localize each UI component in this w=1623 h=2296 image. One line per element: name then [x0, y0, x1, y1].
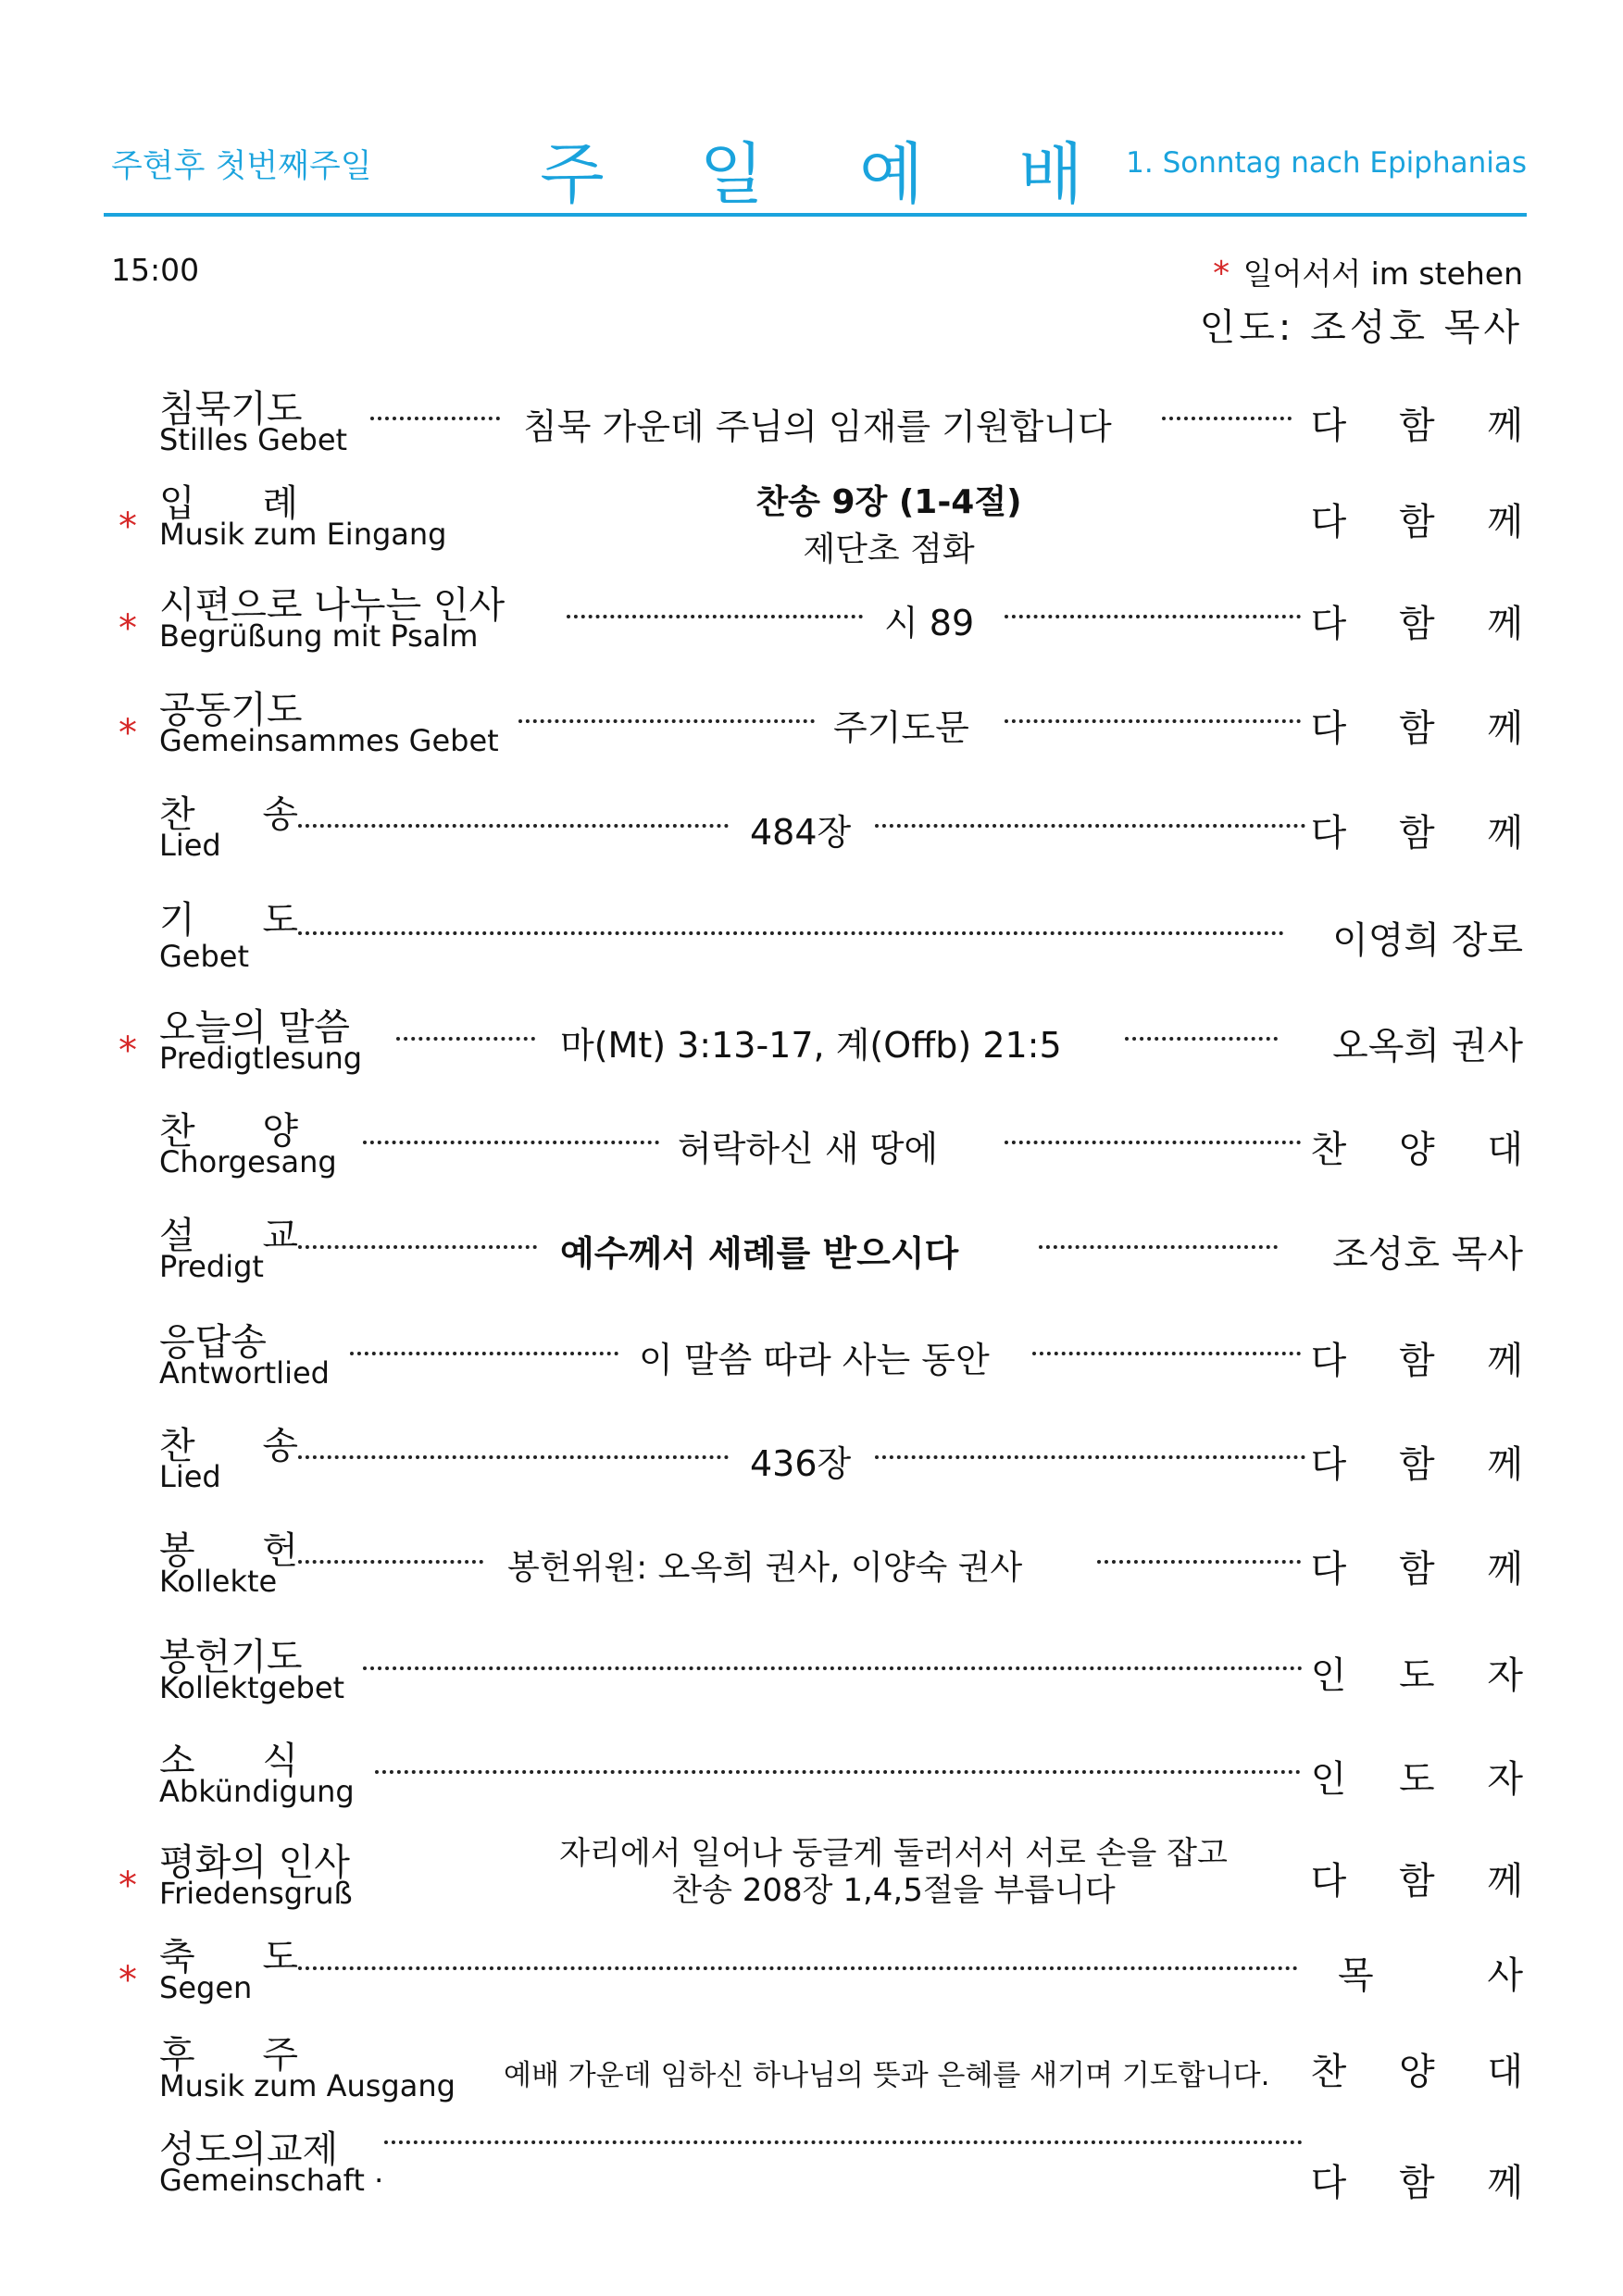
item-title-ko: 응답송: [159, 1321, 267, 1364]
item-title-ko: 축 도: [159, 1936, 326, 1978]
stand-star: *: [119, 1865, 137, 1907]
dot-leader: [1097, 1560, 1301, 1564]
item-person: 다 함 께: [1310, 1340, 1543, 1382]
stand-note-text: 일어서서 im stehen: [1242, 256, 1523, 292]
stand-star: *: [119, 607, 137, 650]
item-middle-block: [481, 1835, 1305, 1909]
service-leader: 인도: 조성호 목사: [1199, 306, 1523, 349]
item-title-ko: 오늘의 말씀: [159, 1006, 350, 1049]
item-middle: 예수께서 세례를 받으시다: [560, 1233, 959, 1274]
dot-leader: [875, 824, 1305, 828]
item-middle-line2: 찬송 208장 1,4,5절을 부릅니다: [671, 1872, 1116, 1909]
order-item-hymn-2: [0, 1416, 1623, 1518]
item-title-ko: 찬 양: [159, 1110, 326, 1153]
order-item-hymn-1: [0, 785, 1623, 887]
item-middle: 봉헌위원: 오옥희 권사, 이양숙 권사: [507, 1549, 1023, 1587]
item-person: 인 도 자: [1310, 1654, 1543, 1697]
item-title-de: Segen: [159, 1970, 253, 2005]
order-item-psalm-greeting: [0, 576, 1623, 678]
order-item-peace-greeting: [0, 1833, 1623, 1935]
item-title-de: Kollekte: [159, 1564, 278, 1599]
item-person: 조성호 목사: [1332, 1233, 1523, 1276]
stand-star: *: [119, 712, 137, 755]
item-title-de: Gemeinschaft ·: [159, 2163, 384, 2198]
stand-star: *: [1213, 255, 1230, 293]
order-item-entrance: [0, 474, 1623, 576]
item-title-de: Lied: [159, 828, 221, 863]
dot-leader: [1162, 417, 1292, 420]
item-title-de: Abkündigung: [159, 1774, 355, 1809]
item-person: 다 함 께: [1310, 501, 1543, 543]
item-title-ko: 성도의교제: [159, 2128, 339, 2171]
dot-leader: [298, 1966, 1298, 1970]
dot-leader: [1005, 615, 1301, 618]
item-middle-block: [704, 476, 1074, 570]
item-title-de: Chorgesang: [159, 1144, 337, 1179]
dot-leader: [1039, 1245, 1278, 1249]
stand-star: *: [119, 1029, 137, 1072]
item-title-de: Antwortlied: [159, 1355, 330, 1391]
dot-leader: [298, 824, 729, 828]
item-person: 다 함 께: [1310, 707, 1543, 750]
item-middle: 시 89: [884, 603, 975, 643]
item-title-ko: 공동기도: [159, 689, 303, 731]
header-right: 1. Sonntag nach Epiphanias: [1126, 146, 1527, 180]
order-item-reading: [0, 998, 1623, 1100]
item-title-de: Predigtlesung: [159, 1041, 363, 1076]
order-item-announcements: [0, 1731, 1623, 1833]
stand-note: [1213, 250, 1523, 293]
dot-leader: [298, 1455, 729, 1459]
order-item-fellowship: [0, 2120, 1623, 2222]
item-title-de: Stilles Gebet: [159, 422, 348, 457]
item-title-ko: 침묵기도: [159, 388, 303, 430]
item-person: 다 함 께: [1310, 603, 1543, 645]
item-person: 인 도 자: [1310, 1758, 1543, 1801]
item-middle: 484장: [750, 812, 852, 853]
order-item-prayer: [0, 891, 1623, 992]
item-middle-line2: 제단초 점화: [803, 530, 975, 568]
item-person: 오옥희 권사: [1332, 1025, 1523, 1067]
item-middle: 마(Mt) 3:13-17, 계(Offb) 21:5: [560, 1025, 1062, 1066]
header-left: 주현후 첫번째주일: [111, 148, 372, 185]
item-title-ko: 평화의 인사: [159, 1841, 350, 1884]
order-item-sermon: [0, 1206, 1623, 1308]
item-title-de: Gemeinsammes Gebet: [159, 723, 499, 758]
item-title-ko: 기 도: [159, 899, 326, 942]
dot-leader: [363, 1666, 1303, 1670]
item-middle: 침묵 가운데 주님의 임재를 기원합니다: [523, 406, 1112, 447]
item-title-de: Musik zum Eingang: [159, 517, 447, 552]
order-item-offering-prayer: [0, 1628, 1623, 1729]
item-title-ko: 설 교: [159, 1215, 326, 1257]
page-title: 주 일 예 배: [540, 135, 1120, 213]
item-person: 이영희 장로: [1332, 919, 1523, 962]
dot-leader: [1005, 719, 1301, 723]
order-item-benediction: [0, 1928, 1623, 2029]
item-person: 다 함 께: [1310, 1548, 1543, 1591]
dot-leader: [1032, 1352, 1301, 1355]
order-item-response: [0, 1313, 1623, 1415]
order-item-choir: [0, 1102, 1623, 1204]
item-person: 다 함 께: [1310, 812, 1543, 855]
dot-leader: [298, 931, 1284, 935]
item-title-ko: 후 주: [159, 2034, 326, 2077]
dot-leader: [1125, 1037, 1278, 1041]
dot-leader: [567, 615, 863, 618]
order-item-silent-prayer: [0, 380, 1623, 481]
item-middle-line1: 찬송 9장 (1-4절): [755, 483, 1022, 521]
service-time: 15:00: [111, 252, 200, 288]
item-title-de: Friedensgruß: [159, 1876, 353, 1911]
dot-leader: [370, 417, 500, 420]
dot-leader: [350, 1352, 618, 1355]
item-title-de: Gebet: [159, 939, 250, 974]
item-title-de: Predigt: [159, 1249, 264, 1284]
dot-leader: [298, 1560, 483, 1564]
stand-star: *: [119, 1959, 137, 2002]
dot-leader: [518, 719, 815, 723]
item-title-de: Kollektgebet: [159, 1670, 345, 1705]
item-person: 찬 양 대: [1310, 2051, 1543, 2093]
order-item-offering: [0, 1521, 1623, 1623]
dot-leader: [396, 1037, 535, 1041]
order-item-common-prayer: [0, 680, 1623, 782]
item-middle: 436장: [750, 1443, 852, 1484]
item-person: 찬 양 대: [1310, 1129, 1543, 1171]
dot-leader: [875, 1455, 1305, 1459]
dot-leader: [375, 1770, 1301, 1774]
dot-leader: [1005, 1141, 1301, 1144]
item-title-ko: 찬 송: [159, 793, 326, 836]
item-title-ko: 봉 헌: [159, 1529, 326, 1572]
dot-leader: [363, 1141, 659, 1144]
item-middle: 예배 가운데 임하신 하나님의 뜻과 은혜를 새기며 기도합니다.: [504, 2059, 1270, 2092]
item-title-ko: 소 식: [159, 1740, 326, 1782]
item-title-ko: 시편으로 나누는 인사: [159, 584, 506, 627]
dot-leader: [384, 2140, 1303, 2144]
item-title-ko: 봉헌기도: [159, 1636, 303, 1678]
item-middle: 이 말씀 따라 사는 동안: [639, 1340, 990, 1380]
item-person: 다 함 께: [1310, 1443, 1543, 1486]
item-middle: 주기도문: [833, 707, 969, 748]
item-person: 목 사: [1338, 1954, 1560, 1997]
item-person: 다 함 께: [1310, 2162, 1543, 2204]
item-person: 다 함 께: [1310, 405, 1543, 447]
item-middle: 허락하신 새 땅에: [678, 1129, 939, 1169]
item-person: 다 함 께: [1310, 1860, 1543, 1903]
item-middle-line1: 자리에서 일어나 둥글게 둘러서서 서로 손을 잡고: [559, 1835, 1228, 1872]
item-title-de: Lied: [159, 1459, 221, 1494]
dot-leader: [298, 1245, 537, 1249]
header-divider: [104, 213, 1527, 217]
item-title-de: Begrüßung mit Psalm: [159, 618, 479, 654]
item-title-ko: 입 례: [159, 482, 326, 525]
item-title-de: Musik zum Ausgang: [159, 2068, 456, 2103]
stand-star: *: [119, 505, 137, 548]
item-title-ko: 찬 송: [159, 1425, 326, 1467]
order-item-postlude: [0, 2026, 1623, 2128]
